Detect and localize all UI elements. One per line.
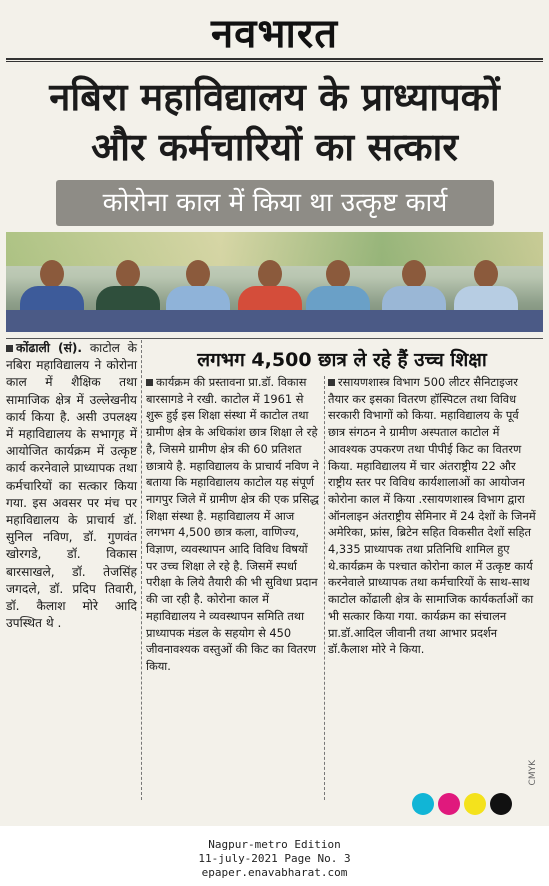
footer-site: epaper.enavabharat.com [201, 866, 348, 879]
photo-rule [6, 338, 543, 339]
footer-date-page: 11-july-2021 Page No. 3 [198, 852, 351, 865]
bullet-square [146, 379, 153, 386]
masthead: नवभारत [210, 11, 339, 57]
cmyk-label: CMYK [528, 760, 538, 786]
kicker-heading: लगभग 4,500 छात्र ले रहे हैं उच्च शिक्षा [197, 349, 487, 371]
stage-table [6, 310, 543, 332]
bullet-square [328, 379, 335, 386]
subheadline: कोरोना काल में किया था उत्कृष्ट कार्य [102, 188, 448, 218]
person-head [258, 260, 282, 288]
column-3 [328, 374, 538, 658]
person-head [474, 260, 498, 288]
column-2 [146, 374, 322, 675]
column-1 [6, 340, 137, 632]
page-footer [0, 838, 549, 880]
cyan-dot [412, 793, 434, 815]
person-head [402, 260, 426, 288]
person-head [186, 260, 210, 288]
yellow-dot [464, 793, 486, 815]
person-head [116, 260, 140, 288]
person-head [40, 260, 64, 288]
column-3-text: रसायणशास्त्र विभाग 500 लीटर सैनिटाइजर तैयार कर इसका वितरण हॉस्पिटल तथा विविध सरकारी विभागों को किया. महाविद्यालय के पूर्व छात्र संगठन ने ग्रामीण अस्पताल काटोल में आवश्यक उपकरण तथा पीपीई किट का वितरण किया. महाविद्यालय में चार अंतराष्ट्रीय 22 और राष्ट्रीय स्तर पर विविध कार्यशालाओं का आयोजन कोरोना काल में किया .रसायणशास्त्र विभाग द्वारा ऑनलाइन अंतराष्ट्रीय सेमिनार में 24 देशों के जिनमें अमेरिका, फ्रांस, ब्रिटेन सहित विकसीत देशों सहित 4,335 प्राध्यापक तथा प्रतिनिधि शामिल हुए थे.कार्यक्रम के पश्चात कोरोना काल में उत्कृष्ट कार्य करनेवाले प्राध्यापक तथा कर्मचारियों के साथ-साथ काटोल कोंढाली क्षेत्र के सामाजिक कार्यकर्ताओं का भी सत्कार किया गया. कार्यक्रम का संचालन प्रा.डॉ.आदिल जीवानी तथा आभार प्रदर्शन डॉ.कैलाश मोरे ने किया. [328, 375, 536, 657]
masthead-rule [6, 58, 543, 60]
headline-line-1: नबिरा महाविद्यालय के प्राध्यापकों [49, 75, 500, 119]
column-divider-1 [141, 340, 142, 800]
masthead-rule-thin [6, 61, 543, 62]
person-head [326, 260, 350, 288]
column-divider-2 [324, 376, 325, 800]
footer-edition: Nagpur-metro Edition [208, 838, 341, 851]
headline-line-2: और कर्मचारियों का सत्कार [91, 125, 458, 169]
event-photo [6, 232, 543, 332]
black-dot [490, 793, 512, 815]
bullet-square [6, 345, 13, 352]
magenta-dot [438, 793, 460, 815]
dateline: कोंढाली (सं). [16, 341, 83, 355]
column-1-text: काटोल के नबिरा महाविद्यालय ने कोरोना काल में शैक्षिक तथा सामाजिक क्षेत्र में उल्लेखनीय कार्य किया है. असी उपलक्ष्य में महाविद्यालय के सभागृह में आयोजित कार्यक्रम में उत्कृष्ट कार्य करनेवाले प्राध्यापक तथा कर्मचारियों का सत्कार किया गया. इस अवसर पर मंच पर महाविद्यालय के प्राचार्य डॉ. सुनिल नविण, डॉ. गुणवंत खोरगडे, डॉ. विकास बारसाखले, डॉ. तेजसिंह जगदले, डॉ. प्रदिप तिवारी, डॉ. कैलाश मोरे आदि उपस्थित थे . [6, 341, 137, 631]
column-2-text: कार्यक्रम की प्रस्तावना प्रा.डॉ. विकास बारसागडे ने रखी. काटोल में 1961 से शुरू हुई इस शिक्षा संस्था में काटोल तथा ग्रामीण क्षेत्र के अधिकांश छात्र शिक्षा ले रहे है, जिसमे ग्रामीण क्षेत्र की 60 प्रतिशत छात्राये है. महाविद्यालय के प्राचार्य नविण ने बताया कि महाविद्यालय काटोल यह संपूर्ण नागपुर जिले में ग्रामीण क्षेत्र की एक प्रसिद्ध शिक्षा संस्था है. महाविद्यालय में आज लगभग 4,500 छात्र कला, वाणिज्य, विज्ञाण, व्यवस्थापन आदि विविध विषयों पर उच्च शिक्षा ले रहे है. जिसमें स्पर्धा परीक्षा के लिये तैयारी की भी सुविधा प्रदान की जा रही है. कोरोना काल में महाविद्यालय ने व्यवस्थापन समिति तथा प्राध्यापक मंडल के सहयोग से 450 जीवनावश्यक वस्तुओं की किट का वितरण किया. [146, 375, 319, 673]
